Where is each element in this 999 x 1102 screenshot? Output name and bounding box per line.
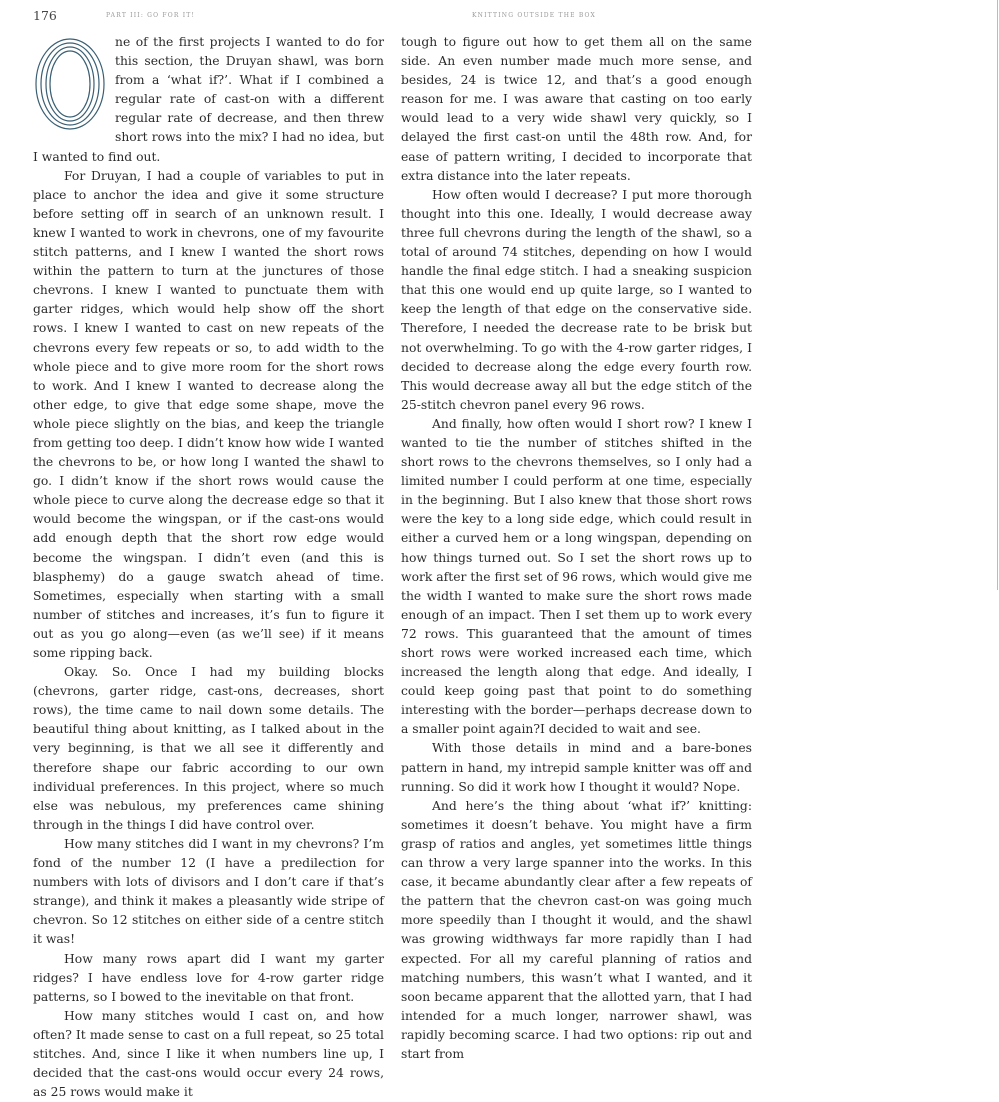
page-edge-divider [997,0,998,590]
paragraph: How many stitches did I want in my chevrons? I’m fond of the number 12 (I have a predilection for numbers with lots of divisors and I don’t care if that’s strange), and think it makes a pleasantly wide stripe of chevron. So 12 stitches on either side of a centre stitch it was! [33,836,384,947]
running-head-part: PART III: GO FOR IT! [106,12,196,19]
paragraph: With those details in mind and a bare-bones pattern in hand, my intrepid sample knitter was off and running. So did it work how I thought it would? Nope. [401,741,752,794]
paragraph: For Druyan, I had a couple of variables to put in place to anchor the idea and give it some structure before setting off in search of an unknown result. I knew I wanted to work in chevrons, one of my favourite stitch patterns, and I knew I wanted the short rows within the pattern to turn at the junctures of those chevrons. I knew I wanted to punctuate them with garter ridges, which would help show off the short rows. I knew I wanted to cast on new repeats of the chevrons every few repeats or so, to add width to the whole piece and to give more room for the short rows to work. And I knew I wanted to decrease along the other edge, to give that edge some shape, move the whole piece slightly on the bias, and keep the triangle from getting too deep. I didn’t know how wide I wanted the chevrons to be, or how long I wanted the shawl to go. I didn’t know if the short rows would cause the whole piece to curve along the decrease edge so that it would become the wingspan, or if the cast-ons would add enough depth that the short row edge would become the wingspan. I didn’t even (and this is blasphemy) do a gauge swatch ahead of time. Sometimes, especially when starting with a small number of stitches and increases, it’s fun to figure it out as you go along—even (as we’ll see) if it means some ripping back. [33,168,384,660]
paragraph: Okay. So. Once I had my building blocks (chevrons, garter ridge, cast-ons, decreases, short rows), the time came to nail down some details. The beautiful thing about knitting, as I talked about in the very beginning, is that we all see it differently and therefore shape our fabric according to our own individual preferences. In this project, where so much else was nebulous, my preferences came shining through in the things I did have control over. [33,665,384,832]
drop-cap-glyph [33,36,107,132]
page-header [0,8,999,28]
paragraph: And finally, how often would I short row? I knew I wanted to tie the number of stitches shifted in the short rows to the chevrons themselves, so I only had a limited number I could perform at one time, especially in the beginning. But I also knew that those short rows were the key to a long side edge, which could result in either a curved hem or a long wingspan, depending on how things turned out. So I set the short rows up to work after the first set of 96 rows, which would give me the width I wanted to make sure the short rows made enough of an impact. Then I set them up to work every 72 rows. This guaranteed that the amount of times short rows were worked increased each time, which increased the length along that edge. And ideally, I could keep going past that point to do something interesting with the border—perhaps decrease down to a smaller point again?I decided to wait and see. [401,416,753,737]
drop-cap-o [33,36,107,132]
paragraph: How often would I decrease? I put more thorough thought into this one. Ideally, I would decrease away three full chevrons during the length of the shawl, so a total of around 74 stitches, depending on how I would handle the final edge stitch. I had a sneaking suspicion that this one would end up quite large, so I wanted to keep the length of that edge on the conservative side. Therefore, I needed the decrease rate to be brisk but not overwhelming. To go with the 4-row garter ridges, I decided to decrease along the edge every fourth row. This would decrease away all but the edge stitch of the 25-stitch chevron panel every 96 rows. [401,187,752,412]
paragraph: How many rows apart did I want my garter ridges? I have endless love for 4-row garter ridge patterns, so I bowed to the inevitable on that front. [33,951,384,1004]
opening-paragraph-text: ne of the first projects I wanted to do for this section, the Druyan shawl, was born from a ‘what if?’. What if I combined a regular rate of cast-on with a different regular rate of decrease, and then threw short rows into the mix? I had no idea, but I wanted to find out. [33,35,384,164]
right-column [401,33,752,1064]
page-number: 176 [33,8,57,23]
paragraph: How many stitches would I cast on, and how often? It made sense to cast on a full repeat, so 25 total stitches. And, since I like it when numbers line up, I decided that the cast-ons would occur every 24 rows, as 25 rows would make it [33,1008,384,1100]
paragraph: And here’s the thing about ‘what if?’ knitting: sometimes it doesn’t behave. You might have a firm grasp of ratios and angles, yet sometimes little things can throw a very large spanner into the works. In this case, it became abundantly clear after a few repeats of the pattern that the chevron cast-on was going much more speedily than I thought it would, and the shawl was growing widthways far more rapidly than I had expected. For all my careful planning of ratios and matching numbers, this wasn’t what I wanted, and it soon became apparent that the allotted yarn, that I had intended for a much longer, narrower shawl, was rapidly becoming scarce. I had two options: rip out and start from [401,798,752,1061]
left-column [33,33,384,1102]
paragraph-continued: tough to figure out how to get them all on the same side. An even number made much more sense, and besides, 24 is twice 12, and that’s a good enough reason for me. I was aware that casting on too early would lead to a very wide shawl very quickly, so I delayed the first cast-on until the 48th row. And, for ease of pattern writing, I decided to incorporate that extra distance into the later repeats. [401,35,752,183]
running-head-chapter: KNITTING OUTSIDE THE BOX [472,12,597,19]
paragraph-opening [33,33,384,167]
